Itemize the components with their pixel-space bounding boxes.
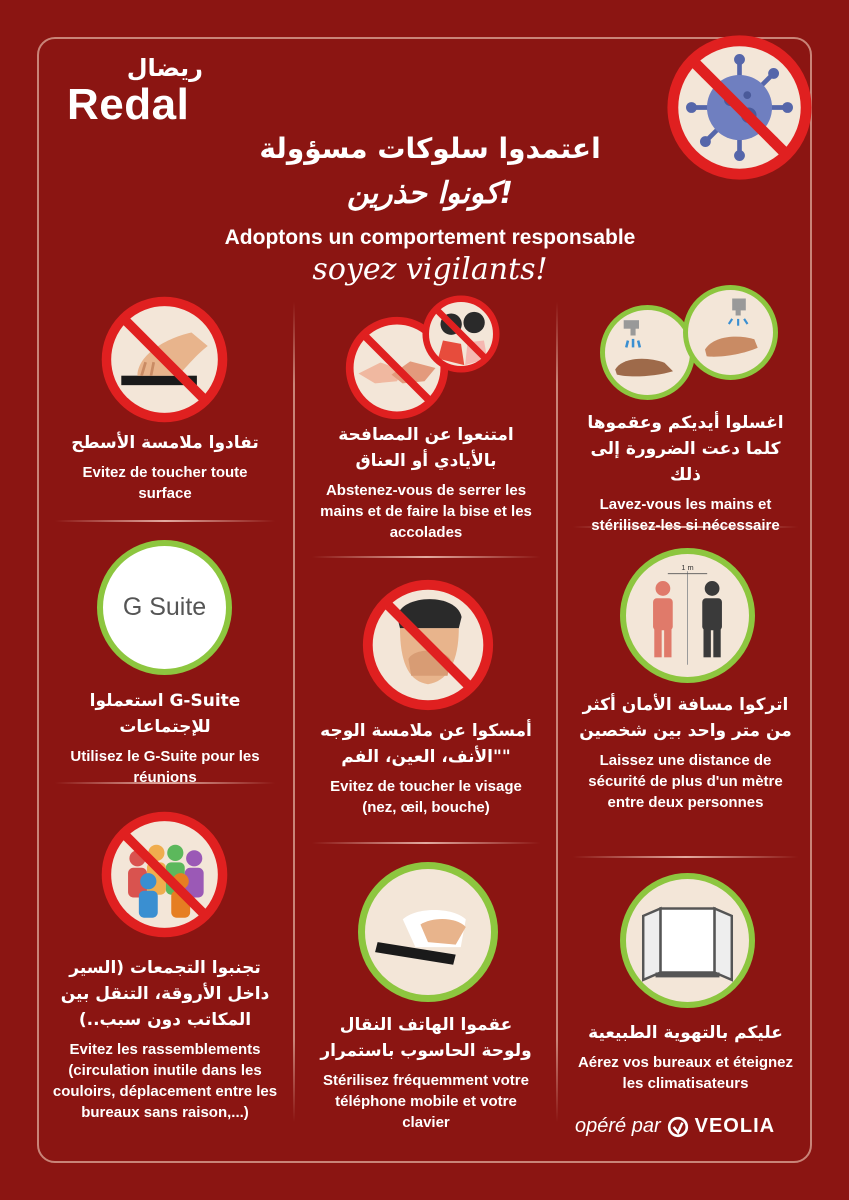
tip-french: Abstenez-vous de serrer les mains et de faire la bise et les accolades (320, 482, 532, 541)
row-divider (312, 556, 540, 558)
tip-caption-wash-hands (573, 410, 798, 536)
title-arabic: اعتمدوا سلوكات مسؤولة (259, 132, 601, 165)
operator-footer (575, 1115, 775, 1138)
tip-arabic: تفادوا ملامسة الأسطح (71, 433, 259, 453)
tip-french: Stérilisez fréquemment votre téléphone mobile et votre clavier (323, 1072, 529, 1131)
kiss-prohibited-icon (420, 293, 502, 375)
row-divider (312, 842, 540, 844)
redal-logo-latin: Redal (67, 80, 190, 129)
tip-french: Aérez vos bureaux et éteignez les climatisateurs (577, 1054, 794, 1092)
hand-sanitizing-icon (683, 285, 778, 380)
social-distance-icon (620, 548, 755, 683)
title-french: Adoptons un comportement responsable (224, 226, 636, 249)
tip-caption-face (312, 718, 540, 818)
tip-arabic: امتنعوا عن المصافحة بالأيادي أو العناق (338, 425, 514, 471)
tip-arabic: اغسلوا أيديكم وعقموها كلما دعت الضرورة إلى ذلك (587, 413, 784, 485)
subtitle-french: soyez vigilants! (312, 252, 548, 287)
tip-caption-handshake (312, 422, 540, 543)
redal-logo-arabic: ريضال (126, 54, 203, 82)
open-window-icon (620, 873, 755, 1008)
touching-face-icon (358, 575, 498, 715)
tip-french: Evitez les rassemblements (circulation inutile dans les couloirs, déplacement entre les bureaux sans raison,...) (52, 1041, 278, 1121)
tip-arabic: عليكم بالتهوية الطبيعية (588, 1023, 783, 1043)
subtitle-arabic: كونوا حذرين! (346, 176, 514, 211)
cleaning-phone-icon (358, 862, 498, 1002)
g-suite-logo-icon (97, 540, 232, 675)
tip-french: Laissez une distance de sécurité de plus d'un mètre entre deux personnes (588, 752, 783, 811)
hand-touching-surface-icon (97, 292, 232, 427)
tip-french: Lavez-vous les mains et stérilisez-les si nécessaire (591, 496, 780, 534)
veolia-logo-icon (667, 1116, 689, 1138)
tip-french: Evitez de toucher le visage (nez, œil, bouche) (330, 778, 522, 816)
operated-by-label: opéré par (575, 1115, 661, 1137)
tip-caption-ventilation (573, 1020, 798, 1094)
row-divider (55, 520, 275, 522)
tip-french: Evitez de toucher toute surface (82, 464, 248, 502)
tip-french: Utilisez le G-Suite pour les réunions (70, 748, 260, 786)
hand-washing-icon (600, 305, 695, 400)
g-suite-logo-text: G Suite (122, 593, 207, 621)
tip-arabic: اتركوا مسافة الأمان أكثر من متر واحد بين شخصين (579, 695, 792, 741)
tip-arabic: أمسكوا عن ملامسة الوجه "الأنف، العين، الفم" (320, 721, 532, 767)
veolia-wordmark: VEOLIA (694, 1115, 776, 1137)
tip-caption-gsuite (55, 688, 275, 788)
crowd-icon (97, 807, 232, 942)
tip-caption-surfaces (55, 430, 275, 504)
column-divider (556, 302, 558, 1122)
column-divider (293, 302, 295, 1122)
redal-logo (67, 50, 217, 130)
tip-caption-distance (573, 692, 798, 813)
tip-caption-gatherings (48, 955, 282, 1123)
tip-arabic: تجنبوا التجمعات (السير داخل الأروقة، التنقل بين المكاتب دون سبب..) (60, 958, 270, 1030)
tip-arabic: عقموا الهاتف النقال ولوحة الحاسوب باستمرار (320, 1015, 532, 1061)
tip-arabic: استعملوا G-Suite للإجتماعات (89, 691, 241, 737)
tip-caption-sterilize (312, 1012, 540, 1133)
distance-label: 1 m (681, 562, 694, 572)
row-divider (573, 856, 798, 858)
